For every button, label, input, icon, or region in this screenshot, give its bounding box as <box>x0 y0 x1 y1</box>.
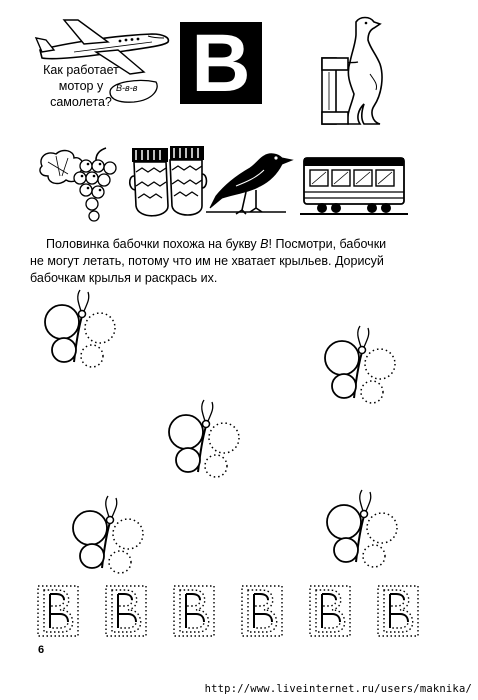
butterfly-1 <box>32 286 132 382</box>
big-letter: В <box>182 24 260 102</box>
trace-letter-box[interactable] <box>240 584 284 638</box>
butterfly-3 <box>156 396 256 492</box>
butterfly-right-lower-wing-dotted <box>363 545 385 567</box>
trace-letter-box[interactable] <box>376 584 420 638</box>
trace-letter-box[interactable] <box>104 584 148 638</box>
butterfly-antenna <box>360 490 363 511</box>
big-letter-box <box>180 18 262 109</box>
butterfly-left-lower-wing <box>52 338 76 362</box>
butterfly-right-lower-wing-dotted <box>205 455 227 477</box>
butterfly-left-upper-wing <box>327 505 361 539</box>
butterfly-head <box>359 347 366 354</box>
butterfly-left-upper-wing <box>73 511 107 545</box>
butterfly-right-upper-wing-dotted <box>209 423 239 453</box>
butterfly-antenna <box>208 402 213 421</box>
instruction-line-3: бабочкам крылья и раскрась их. <box>30 271 218 285</box>
tram-picture <box>300 154 408 220</box>
butterfly-head <box>203 421 210 428</box>
butterfly-left-lower-wing <box>334 538 358 562</box>
trace-letter-box[interactable] <box>308 584 352 638</box>
instruction-line-1-start: Половинка бабочки похожа на букву <box>46 237 257 251</box>
instruction-line-1 <box>30 236 454 253</box>
butterfly-right-lower-wing-dotted <box>81 345 103 367</box>
footer-url[interactable]: http://www.liveinternet.ru/users/maknika/ <box>204 683 472 695</box>
sound-text: В-в-в <box>116 83 138 93</box>
trace-letter-outline <box>376 584 420 638</box>
instruction-line-2: не могут летать, потому что им не хватает крыльев. Дорисуй <box>30 254 384 268</box>
butterfly-head <box>107 517 114 524</box>
butterfly-antenna <box>84 292 89 311</box>
trace-letter-box[interactable] <box>36 584 80 638</box>
butterfly-left-lower-wing <box>80 544 104 568</box>
question-text: Как работает мотор у самолета? <box>43 63 119 109</box>
butterfly-5 <box>314 486 414 582</box>
butterfly-right-upper-wing-dotted <box>113 519 143 549</box>
butterfly-antenna <box>366 492 371 511</box>
grapes-picture <box>34 146 124 226</box>
page-number: 6 <box>38 644 45 656</box>
trace-letter-outline <box>172 584 216 638</box>
trace-letter-outline <box>308 584 352 638</box>
butterfly-antenna <box>112 498 117 517</box>
sound-bubble <box>108 78 160 104</box>
trace-letter-outline <box>240 584 284 638</box>
butterfly-left-lower-wing <box>332 374 356 398</box>
butterfly-left-upper-wing <box>169 415 203 449</box>
butterfly-4 <box>60 492 160 588</box>
trace-letter-outline <box>36 584 80 638</box>
butterfly-left-upper-wing <box>45 305 79 339</box>
butterfly-head <box>79 311 86 318</box>
trace-letter-outline <box>104 584 148 638</box>
instruction-text <box>30 236 454 287</box>
butterfly-right-lower-wing-dotted <box>109 551 131 573</box>
butterfly-antenna <box>364 328 369 347</box>
butterfly-left-upper-wing <box>325 341 359 375</box>
butterfly-antenna <box>202 400 205 421</box>
butterfly-head <box>361 511 368 518</box>
mittens-picture <box>130 142 208 224</box>
dinosaur-picture <box>320 14 400 130</box>
trace-row <box>36 584 446 638</box>
butterfly-left-lower-wing <box>176 448 200 472</box>
butterfly-right-upper-wing-dotted <box>365 349 395 379</box>
butterfly-right-upper-wing-dotted <box>367 513 397 543</box>
butterfly-antenna <box>358 326 361 347</box>
crow-picture <box>206 146 296 218</box>
butterfly-antenna <box>106 496 109 517</box>
butterfly-right-upper-wing-dotted <box>85 313 115 343</box>
butterfly-antenna <box>78 290 81 311</box>
trace-letter-box[interactable] <box>172 584 216 638</box>
instruction-letter-ref: В <box>260 237 269 251</box>
butterfly-2 <box>312 322 412 418</box>
instruction-line-1-end: ! Посмотри, бабочки <box>268 237 387 251</box>
butterfly-right-lower-wing-dotted <box>361 381 383 403</box>
